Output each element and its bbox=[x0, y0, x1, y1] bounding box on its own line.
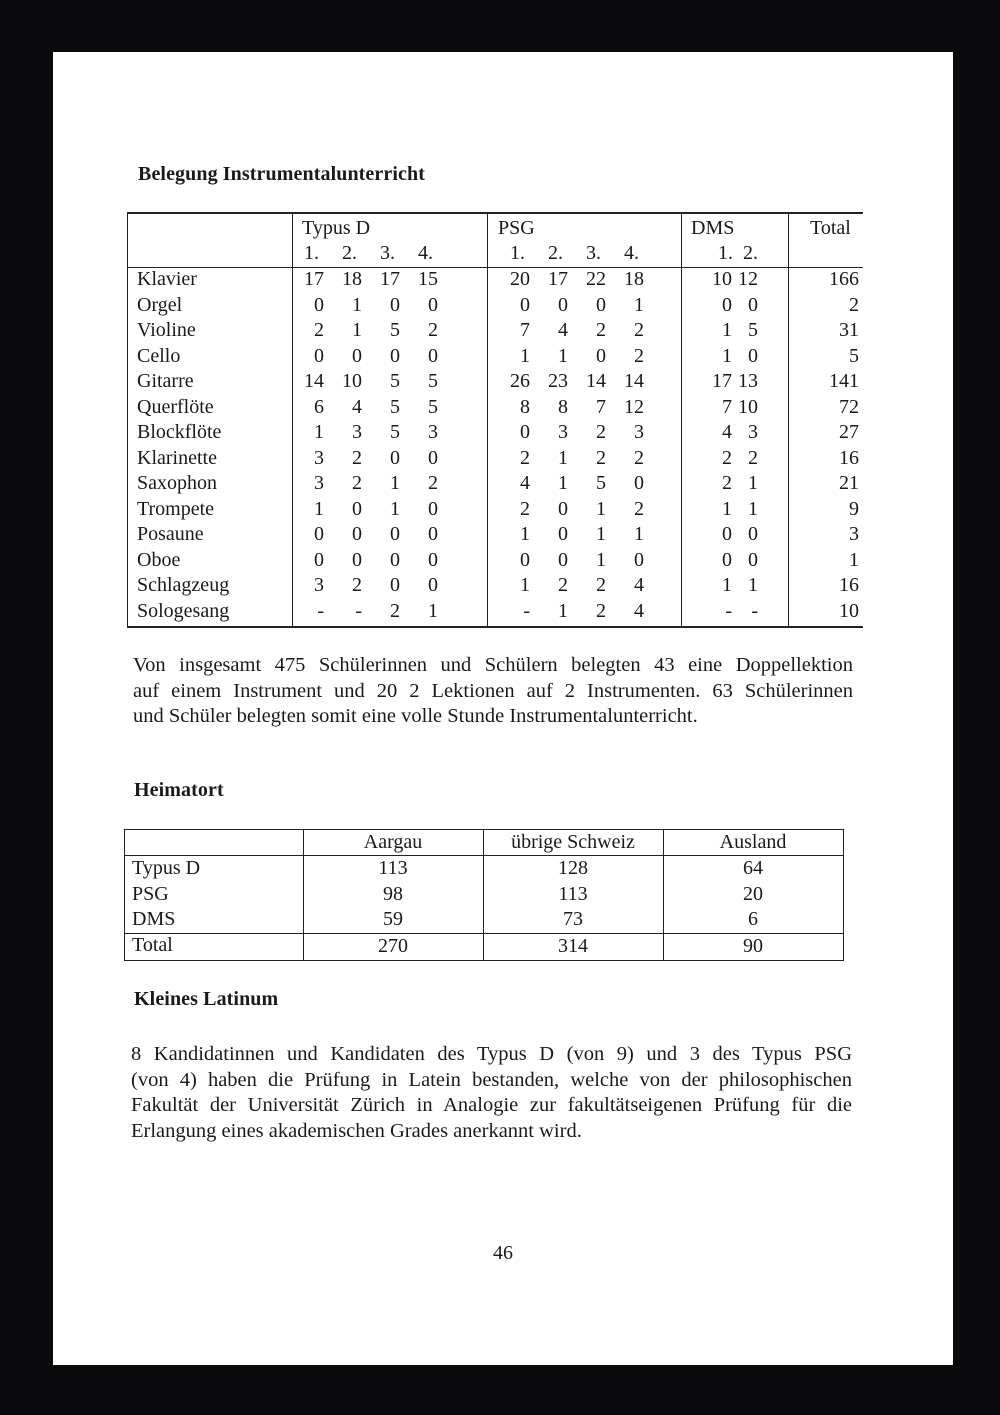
heimatort-table bbox=[124, 829, 844, 961]
cell-psg: 1 bbox=[558, 599, 568, 622]
cell-psg: 1 bbox=[520, 574, 530, 596]
cell-psg: 0 bbox=[520, 421, 530, 443]
cell-psg: 14 bbox=[624, 370, 644, 392]
cell-total: 9 bbox=[849, 497, 859, 520]
subheader-typus-d-2: 2. bbox=[342, 242, 357, 264]
cell-dms: 0 bbox=[748, 548, 758, 571]
cell-psg: 0 bbox=[520, 548, 530, 571]
cell-typus-d: 0 bbox=[428, 344, 438, 367]
cell-typus-d: 2 bbox=[352, 446, 362, 469]
cell-typus-d: 17 bbox=[380, 268, 400, 290]
cell-psg: 26 bbox=[510, 370, 530, 392]
paragraph-line: (von 4) haben die Prüfung in Latein bestanden, welche von der philosophischen bbox=[131, 1068, 852, 1091]
group-header-dms: DMS bbox=[691, 217, 735, 239]
row-label: DMS bbox=[132, 908, 176, 930]
cell-total: 141 bbox=[829, 370, 859, 392]
cell-psg: 2 bbox=[596, 599, 606, 622]
cell-psg: 20 bbox=[510, 268, 530, 290]
row-label: Klavier bbox=[137, 268, 197, 290]
cell-typus-d: 5 bbox=[390, 395, 400, 418]
row-label: Klarinette bbox=[137, 446, 217, 469]
cell-typus-d: 0 bbox=[428, 293, 438, 316]
cell-dms: - bbox=[725, 599, 732, 622]
cell-psg: 5 bbox=[596, 472, 606, 494]
cell-typus-d: 3 bbox=[352, 421, 362, 443]
paragraph-line: 8 Kandidatinnen und Kandidaten des Typus D (von 9) und 3 des Typus PSG bbox=[131, 1043, 852, 1065]
cell-typus-d: 0 bbox=[390, 344, 400, 367]
cell-psg: 14 bbox=[586, 370, 606, 392]
total-cell: 314 bbox=[558, 935, 588, 957]
cell-dms: 10 bbox=[712, 268, 732, 290]
cell-total: 72 bbox=[839, 395, 859, 418]
table-cell: 64 bbox=[743, 857, 763, 879]
cell-total: 166 bbox=[829, 268, 859, 290]
cell-psg: 0 bbox=[558, 523, 568, 545]
row-label: Typus D bbox=[132, 857, 201, 879]
cell-psg: 4 bbox=[634, 599, 644, 622]
cell-dms: 4 bbox=[722, 421, 732, 443]
row-label: Blockflöte bbox=[137, 421, 222, 443]
cell-typus-d: 1 bbox=[352, 293, 362, 316]
paragraph-line: Erlangung eines akademischen Grades anerkannt wird. bbox=[131, 1119, 582, 1142]
cell-psg: 2 bbox=[634, 446, 644, 469]
table-cell: 20 bbox=[743, 882, 763, 905]
cell-psg: 4 bbox=[558, 319, 568, 341]
table-cell: 113 bbox=[378, 857, 408, 879]
cell-typus-d: 5 bbox=[390, 319, 400, 341]
cell-dms: 0 bbox=[748, 293, 758, 316]
cell-dms: 1 bbox=[722, 319, 732, 341]
cell-typus-d: 10 bbox=[342, 370, 362, 392]
cell-psg: 2 bbox=[596, 421, 606, 443]
cell-psg: 1 bbox=[558, 472, 568, 494]
cell-typus-d: 0 bbox=[428, 446, 438, 469]
cell-psg: 2 bbox=[634, 497, 644, 520]
cell-typus-d: 0 bbox=[314, 548, 324, 571]
cell-psg: 0 bbox=[634, 548, 644, 571]
cell-typus-d: 0 bbox=[390, 523, 400, 545]
cell-typus-d: 0 bbox=[390, 574, 400, 596]
cell-psg: 0 bbox=[596, 344, 606, 367]
cell-psg: 2 bbox=[520, 446, 530, 469]
cell-psg: 2 bbox=[596, 574, 606, 596]
row-label: Violine bbox=[137, 319, 196, 341]
cell-total: 16 bbox=[839, 574, 859, 596]
cell-typus-d: 0 bbox=[428, 523, 438, 545]
cell-psg: 1 bbox=[558, 344, 568, 367]
row-label: Total bbox=[132, 934, 173, 956]
cell-total: 1 bbox=[849, 548, 859, 571]
document-page bbox=[53, 52, 953, 1365]
cell-typus-d: 0 bbox=[352, 548, 362, 571]
cell-dms: 1 bbox=[748, 574, 758, 596]
cell-total: 31 bbox=[839, 319, 859, 341]
row-label: Saxophon bbox=[137, 472, 217, 494]
cell-psg: 3 bbox=[634, 421, 644, 443]
cell-dms: 3 bbox=[748, 421, 758, 443]
cell-dms: 0 bbox=[722, 548, 732, 571]
paragraph-kleines-latinum bbox=[131, 1042, 852, 1144]
row-label: Orgel bbox=[137, 293, 183, 316]
cell-dms: 12 bbox=[738, 268, 758, 290]
instrument-table bbox=[127, 212, 863, 628]
cell-dms: 5 bbox=[748, 319, 758, 341]
cell-psg: 23 bbox=[548, 370, 568, 392]
cell-typus-d: 2 bbox=[352, 472, 362, 494]
paragraph-line: Von insgesamt 475 Schülerinnen und Schülern belegten 43 eine Doppellektion bbox=[133, 654, 853, 676]
table-cell: 113 bbox=[558, 882, 588, 905]
paragraph-line: Fakultät der Universität Zürich in Analogie zur fakultätseigenen Prüfung für die bbox=[131, 1094, 852, 1116]
cell-dms: 10 bbox=[738, 395, 758, 418]
cell-psg: 2 bbox=[596, 319, 606, 341]
column-header-ausland: Ausland bbox=[719, 831, 787, 853]
table-cell: 128 bbox=[558, 857, 588, 879]
cell-typus-d: 1 bbox=[390, 472, 400, 494]
group-header-typus-d: Typus D bbox=[302, 217, 371, 239]
cell-typus-d: - bbox=[355, 599, 362, 622]
subheader-psg-3: 3. bbox=[586, 242, 601, 264]
cell-psg: 0 bbox=[520, 293, 530, 316]
cell-psg: 4 bbox=[634, 574, 644, 596]
cell-total: 21 bbox=[839, 472, 859, 494]
total-cell: 270 bbox=[378, 935, 408, 957]
cell-typus-d: 0 bbox=[314, 344, 324, 367]
cell-psg: 1 bbox=[520, 523, 530, 545]
cell-typus-d: 0 bbox=[314, 293, 324, 316]
table-cell: 6 bbox=[748, 908, 758, 930]
cell-psg: 3 bbox=[558, 421, 568, 443]
cell-typus-d: 1 bbox=[314, 497, 324, 520]
cell-typus-d: 0 bbox=[352, 344, 362, 367]
cell-psg: 2 bbox=[520, 497, 530, 520]
cell-psg: 1 bbox=[596, 523, 606, 545]
cell-typus-d: 14 bbox=[304, 370, 324, 392]
cell-dms: 2 bbox=[722, 472, 732, 494]
cell-dms: 2 bbox=[722, 446, 732, 469]
cell-dms: 0 bbox=[722, 293, 732, 316]
subheader-typus-d-4: 4. bbox=[418, 242, 433, 264]
cell-typus-d: 0 bbox=[390, 446, 400, 469]
cell-psg: 2 bbox=[634, 319, 644, 341]
cell-typus-d: 2 bbox=[428, 472, 438, 494]
cell-psg: 7 bbox=[520, 319, 530, 341]
row-label: Sologesang bbox=[137, 599, 230, 622]
cell-psg: 1 bbox=[634, 293, 644, 316]
row-label: Oboe bbox=[137, 548, 181, 571]
row-label: Cello bbox=[137, 344, 181, 367]
cell-psg: 0 bbox=[596, 293, 606, 316]
cell-typus-d: 6 bbox=[314, 395, 324, 418]
cell-psg: 1 bbox=[520, 344, 530, 367]
row-label: Schlagzeug bbox=[137, 574, 230, 596]
cell-total: 5 bbox=[849, 344, 859, 367]
row-label: Querflöte bbox=[137, 395, 214, 418]
group-header-psg: PSG bbox=[498, 217, 535, 239]
cell-typus-d: 0 bbox=[352, 523, 362, 545]
paragraph-line: auf einem Instrument und 20 2 Lektionen auf 2 Instrumenten. 63 Schülerinnen bbox=[133, 679, 853, 702]
cell-psg: 2 bbox=[634, 344, 644, 367]
cell-typus-d: 17 bbox=[304, 268, 324, 290]
cell-typus-d: 0 bbox=[428, 574, 438, 596]
section-heading-instrumentalunterricht: Belegung Instrumentalunterricht bbox=[138, 163, 425, 185]
table-cell: 73 bbox=[563, 908, 583, 930]
cell-dms: - bbox=[751, 599, 758, 622]
cell-typus-d: 1 bbox=[390, 497, 400, 520]
total-cell: 90 bbox=[743, 935, 763, 957]
cell-psg: 0 bbox=[558, 497, 568, 520]
paragraph-instrumentalunterricht bbox=[133, 653, 853, 730]
cell-dms: 1 bbox=[722, 574, 732, 596]
row-label: Gitarre bbox=[137, 370, 194, 392]
page-number: 46 bbox=[493, 1242, 513, 1264]
cell-dms: 13 bbox=[738, 370, 758, 392]
cell-dms: 0 bbox=[748, 523, 758, 545]
cell-dms: 1 bbox=[748, 472, 758, 494]
cell-psg: 0 bbox=[558, 548, 568, 571]
cell-typus-d: 2 bbox=[390, 599, 400, 622]
cell-typus-d: 15 bbox=[418, 268, 438, 290]
cell-typus-d: 1 bbox=[314, 421, 324, 443]
cell-psg: 12 bbox=[624, 395, 644, 418]
cell-psg: 1 bbox=[596, 497, 606, 520]
column-divider bbox=[681, 214, 682, 626]
cell-dms: 0 bbox=[748, 344, 758, 367]
column-header-uebrige-schweiz: übrige Schweiz bbox=[511, 831, 635, 853]
row-label: Trompete bbox=[137, 497, 215, 520]
row-label: Posaune bbox=[137, 523, 204, 545]
cell-typus-d: 18 bbox=[342, 268, 362, 290]
cell-psg: 22 bbox=[586, 268, 606, 290]
column-divider bbox=[788, 214, 789, 626]
cell-psg: 18 bbox=[624, 268, 644, 290]
cell-total: 2 bbox=[849, 293, 859, 316]
cell-typus-d: 2 bbox=[428, 319, 438, 341]
cell-typus-d: 4 bbox=[352, 395, 362, 418]
cell-typus-d: 0 bbox=[390, 293, 400, 316]
cell-typus-d: 5 bbox=[390, 421, 400, 443]
cell-typus-d: 1 bbox=[352, 319, 362, 341]
cell-typus-d: 3 bbox=[428, 421, 438, 443]
cell-typus-d: 3 bbox=[314, 574, 324, 596]
cell-psg: 1 bbox=[596, 548, 606, 571]
cell-typus-d: - bbox=[317, 599, 324, 622]
cell-dms: 7 bbox=[722, 395, 732, 418]
cell-typus-d: 3 bbox=[314, 446, 324, 469]
cell-typus-d: 0 bbox=[428, 548, 438, 571]
cell-psg: 1 bbox=[558, 446, 568, 469]
cell-psg: 2 bbox=[596, 446, 606, 469]
cell-psg: 4 bbox=[520, 472, 530, 494]
cell-typus-d: 0 bbox=[314, 523, 324, 545]
cell-typus-d: 0 bbox=[390, 548, 400, 571]
row-label: PSG bbox=[132, 882, 169, 905]
cell-psg: 0 bbox=[558, 293, 568, 316]
cell-typus-d: 0 bbox=[352, 497, 362, 520]
cell-psg: 2 bbox=[558, 574, 568, 596]
subheader-dms-1: 1. bbox=[718, 242, 733, 264]
group-header-total: Total bbox=[810, 217, 851, 239]
cell-total: 27 bbox=[839, 421, 859, 443]
subheader-psg-2: 2. bbox=[548, 242, 563, 264]
cell-typus-d: 5 bbox=[428, 395, 438, 418]
cell-dms: 0 bbox=[722, 523, 732, 545]
cell-psg: 8 bbox=[558, 395, 568, 418]
cell-psg: 1 bbox=[634, 523, 644, 545]
cell-total: 16 bbox=[839, 446, 859, 469]
table-cell: 98 bbox=[383, 882, 403, 905]
column-divider bbox=[487, 214, 488, 626]
cell-typus-d: 2 bbox=[314, 319, 324, 341]
section-heading-kleines-latinum: Kleines Latinum bbox=[134, 988, 279, 1010]
cell-typus-d: 1 bbox=[428, 599, 438, 622]
cell-psg: - bbox=[523, 599, 530, 622]
table-cell: 59 bbox=[383, 908, 403, 930]
cell-dms: 17 bbox=[712, 370, 732, 392]
paragraph-line: und Schüler belegten somit eine volle Stunde Instrumentalunterricht. bbox=[133, 705, 698, 727]
cell-typus-d: 5 bbox=[390, 370, 400, 392]
cell-psg: 0 bbox=[634, 472, 644, 494]
cell-total: 3 bbox=[849, 523, 859, 545]
cell-dms: 1 bbox=[722, 497, 732, 520]
cell-typus-d: 0 bbox=[428, 497, 438, 520]
cell-dms: 2 bbox=[748, 446, 758, 469]
subheader-dms-2: 2. bbox=[743, 242, 758, 264]
section-heading-heimatort: Heimatort bbox=[134, 779, 224, 801]
subheader-typus-d-3: 3. bbox=[380, 242, 395, 264]
cell-psg: 8 bbox=[520, 395, 530, 418]
cell-psg: 7 bbox=[596, 395, 606, 418]
cell-psg: 17 bbox=[548, 268, 568, 290]
subheader-psg-4: 4. bbox=[624, 242, 639, 264]
subheader-typus-d-1: 1. bbox=[304, 242, 319, 264]
cell-total: 10 bbox=[839, 599, 859, 622]
cell-dms: 1 bbox=[748, 497, 758, 520]
column-divider bbox=[292, 214, 293, 626]
cell-typus-d: 5 bbox=[428, 370, 438, 392]
subheader-psg-1: 1. bbox=[510, 242, 525, 264]
column-header-aargau: Aargau bbox=[363, 831, 423, 853]
cell-typus-d: 2 bbox=[352, 574, 362, 596]
cell-typus-d: 3 bbox=[314, 472, 324, 494]
cell-dms: 1 bbox=[722, 344, 732, 367]
